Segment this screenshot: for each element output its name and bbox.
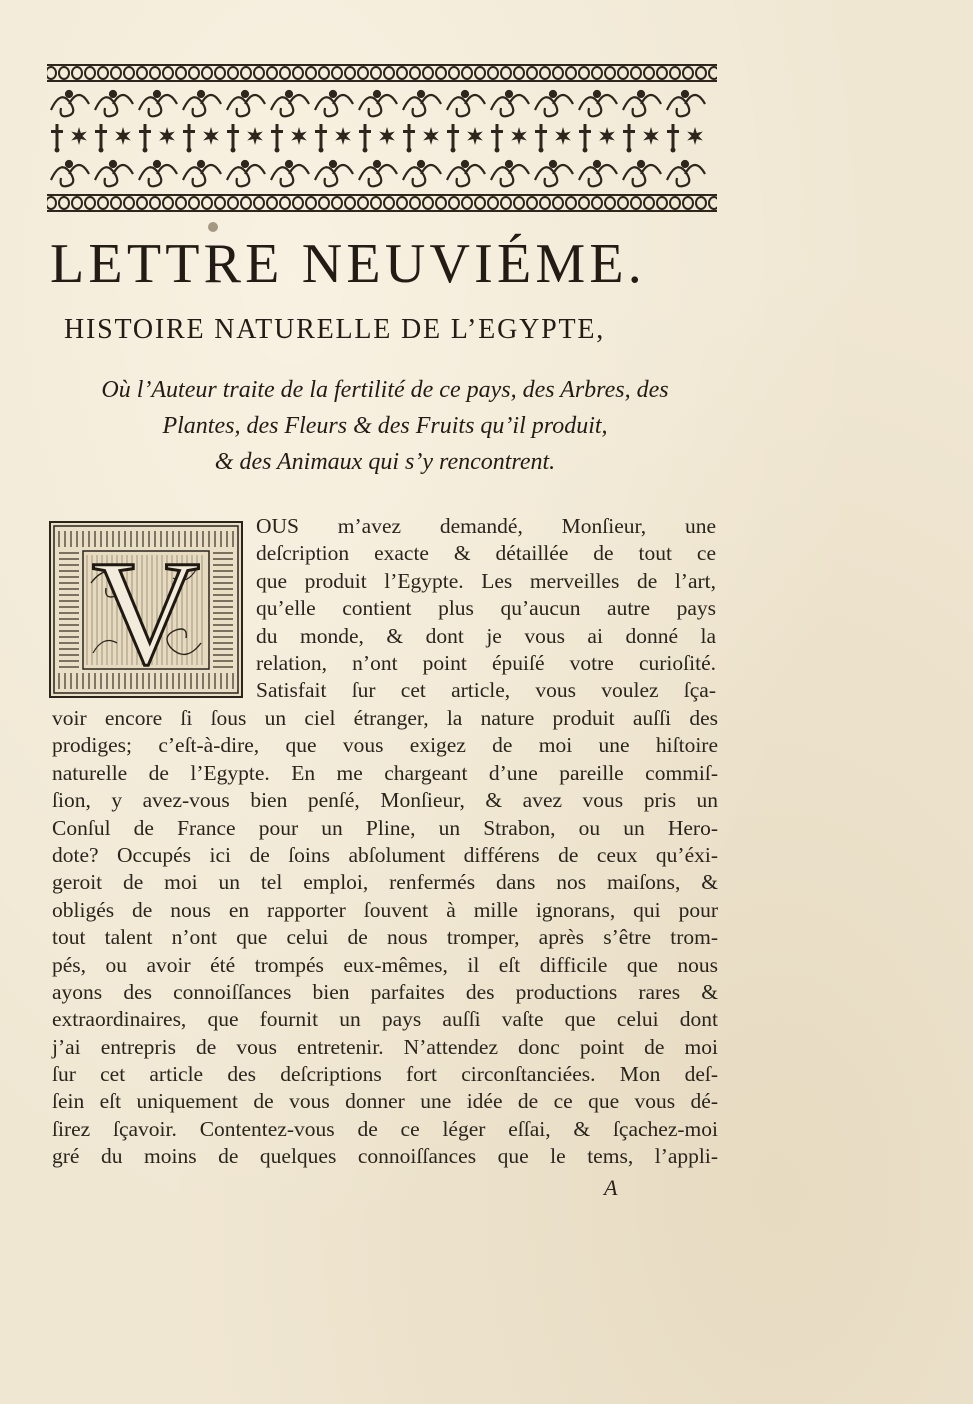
initial-letter: V — [91, 530, 201, 696]
text-line: relation, n’ont point épuiſé votre curioſité. — [256, 650, 716, 675]
text-line: pés, ou avoir été trompés eux-mêmes, il eſt difficile que nous — [52, 952, 718, 977]
text-line: du monde, & dont je vous ai donné la — [256, 623, 716, 648]
opening-paragraph-narrow — [256, 513, 716, 705]
text-line: qu’elle contient plus qu’aucun autre pays — [256, 596, 716, 621]
text-line: ſur cet article des deſcriptions fort circonſtanciées. Mon deſ- — [52, 1062, 718, 1087]
ornamental-headpiece — [47, 64, 717, 212]
text-line: extraordinaires, que fournit un pays auſſi vaſte que celui dont — [52, 1007, 718, 1032]
text-line: Satisfait ſur cet article, vous voulez ſça- — [256, 678, 716, 703]
summary-line: Où l’Auteur traite de la fertilité de ce pays, des Arbres, des — [101, 377, 669, 403]
text-line: voir encore ſi ſous un ciel étranger, la nature produit auſſi des — [52, 706, 718, 730]
text-line: que produit l’Egypte. Les merveilles de l’art, — [256, 568, 716, 593]
text-line: geroit de moi un tel emploi, renfermés dans nos maiſons, & — [52, 870, 718, 895]
text-line: tout talent n’ont que celui de nous tromper, après s’être trom- — [52, 925, 718, 950]
text-line: prodiges; c’eſt-à-dire, que vous exigez de moi une hiſtoire — [52, 733, 718, 758]
chapter-subtitle: HISTOIRE NATURELLE DE L’EGYPTE, — [64, 314, 606, 345]
catchword: A — [604, 1175, 618, 1200]
summary-line: & des Animaux qui s’y rencontrent. — [214, 449, 556, 475]
text-line: ayons des connoiſſances bien parfaites des productions rares & — [52, 979, 718, 1004]
text-line: gré du moins de quelques connoiſſances que le tems, l’appli- — [52, 1144, 718, 1169]
text-line: ſion, y avez-vous bien penſé, Monſieur, & avez vous pris un — [52, 788, 718, 813]
text-line: ſirez ſçavoir. Contentez-vous de ce léger eſſai, & ſçachez-moi — [52, 1116, 718, 1141]
chapter-summary — [40, 372, 730, 480]
decorated-initial — [49, 521, 243, 698]
text-line: OUS m’avez demandé, Monſieur, une — [256, 514, 716, 538]
text-line: dote? Occupés ici de ſoins abſolument différens de ceux qu’éxi- — [52, 842, 718, 867]
letter-title: LETTRE NEUVIÉME. — [50, 233, 646, 295]
text-line: Conſul de France pour un Pline, un Strabon, ou un Hero- — [52, 815, 718, 840]
text-line: deſcription exacte & détaillée de tout ce — [256, 541, 716, 566]
summary-line: Plantes, des Fleurs & des Fruits qu’il produit, — [162, 413, 608, 439]
text-line: naturelle de l’Egypte. En me chargeant d’une pareille commiſ- — [52, 760, 718, 785]
text-line: j’ai entrepris de vous entretenir. N’attendez donc point de moi — [52, 1034, 718, 1059]
text-line: ſein eſt uniquement de vous donner une idée de ce que vous dé- — [52, 1089, 718, 1114]
opening-paragraph-wide — [52, 705, 718, 1171]
text-line: obligés de nous en rapporter ſouvent à mille ignorans, qui pour — [52, 897, 718, 922]
